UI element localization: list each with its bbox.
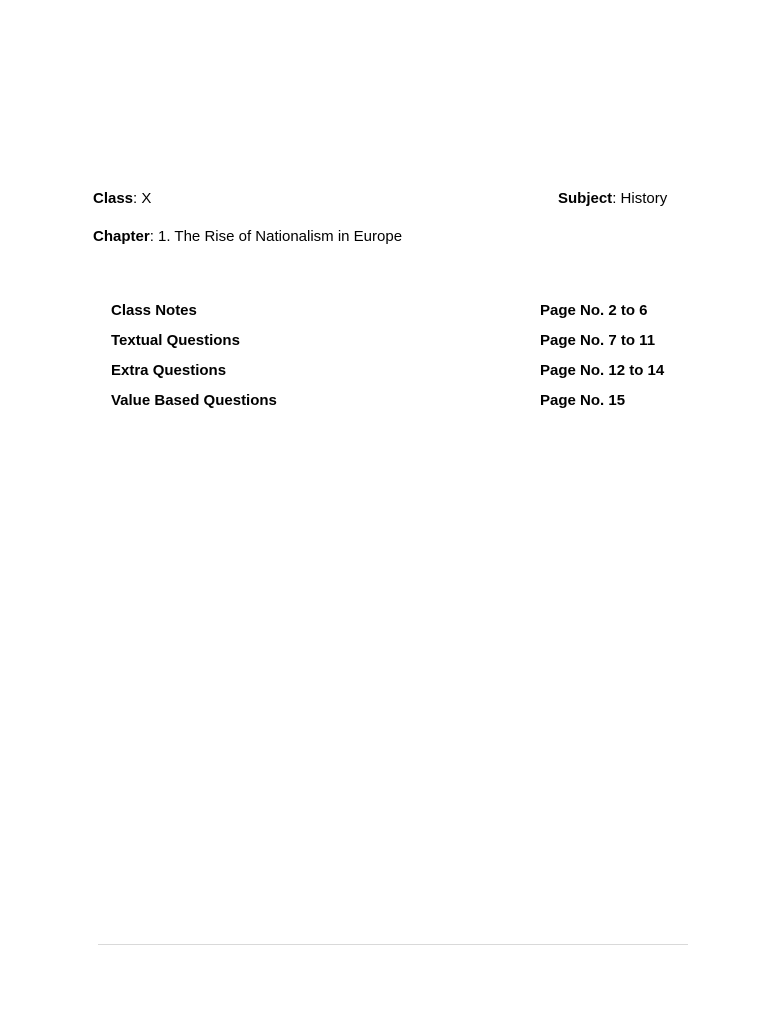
subject-line (558, 190, 667, 208)
class-label: Class (93, 190, 134, 207)
chapter-line (93, 228, 402, 246)
chapter-value: : 1. The Rise of Nationalism in Europe (149, 228, 403, 245)
toc-item-pages: Page No. 12 to 14 (540, 362, 665, 379)
class-line (93, 190, 151, 208)
chapter-label: Chapter (93, 228, 150, 245)
toc-item-pages: Page No. 15 (540, 392, 626, 409)
subject-value: : History (612, 190, 668, 207)
class-value: : X (133, 190, 152, 207)
toc-item-pages: Page No. 7 to 11 (540, 332, 656, 349)
subject-label: Subject (558, 190, 613, 207)
toc-item-label: Textual Questions (111, 332, 240, 349)
toc-item-pages: Page No. 2 to 6 (540, 302, 648, 319)
footer-divider (98, 944, 688, 945)
toc-item-label: Class Notes (111, 302, 197, 319)
toc-item-label: Value Based Questions (111, 392, 277, 409)
toc-item-label: Extra Questions (111, 362, 227, 379)
